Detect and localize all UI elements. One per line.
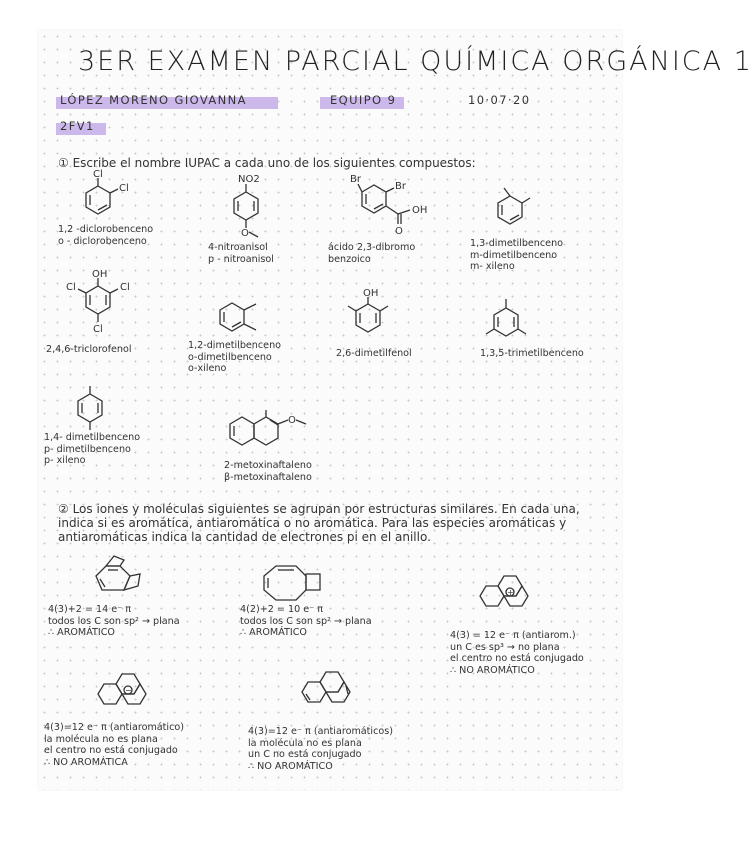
atom-label: Cl [93,169,103,180]
charge-label: + [507,588,514,597]
atom-label: O [241,228,249,239]
methoxynaphthalene-structure [222,408,352,458]
m-xylene-structure [490,188,540,238]
atom-label: OH [412,205,428,216]
exam-title: 3ER EXAMEN PARCIAL QUÍMICA ORGÁNICA 1 [78,46,753,77]
compound-name: 1,3-dimetilbenceno m-dimetilbenceno m- xileno [470,238,564,272]
answer-block: 4(3)+2 = 14 e⁻ π todos los C son sp² → plana ∴ AROMÁTICO [48,604,180,638]
question-1-prompt: ① Escribe el nombre IUPAC a cada uno de los siguientes compuestos: [58,156,476,170]
o-xylene-structure [210,300,270,340]
dichlorobenzene-structure [74,169,134,232]
compound-name: 1,4- dimetilbenceno p- dimetilbenceno p- xileno [44,432,141,466]
atom-label: Br [350,174,361,185]
group-label: 2FV1 [60,119,95,133]
atom-label: OH [363,288,379,299]
question-2-prompt: ② Los iones y moléculas siguientes se agrupan por estructuras similares. En cada una, indica si es aromática, antiaromática o no aromática. Para las especies aromáticas y antiaromáticas indica la cantidad de electrones pi en el anillo. [58,502,580,544]
compound-name: 1,2-dimetilbenceno o-dimetilbenceno o-xileno [188,340,282,374]
dimethylphenol-structure [346,286,406,342]
answer-block: 4(3)=12 e⁻ π (antiaromáticos) la molécula no es plana un C no está conjugado ∴ NO AROMÁTICO [248,726,393,772]
charge-label: − [125,686,132,695]
dibromobenzoic-acid-structure [344,172,444,242]
polycyclic-aromatic-structure [84,552,154,602]
exam-date: 10·07·20 [468,93,531,107]
trichlorophenol-structure [58,270,148,340]
compound-name: ácido 2,3-dibromo benzoico [328,242,416,265]
phenalenyl-cation-structure [478,570,548,630]
answer-block: 4(3) = 12 e⁻ π (antiarom.) un C es sp³ → no plana el centro no está conjugado ∴ NO AROMÁTICO [450,630,584,676]
atom-label: Cl [119,183,129,194]
atom-label: NO2 [238,174,260,185]
atom-label: O [288,415,296,426]
phenalene-structure [300,664,370,728]
answer-block: 4(2)+2 = 10 e⁻ π todos los C son sp² → plana ∴ AROMÁTICO [240,604,372,638]
atom-label: Cl [66,282,76,293]
compound-name: 2,6-dimetilfenol [336,348,412,359]
atom-label: Cl [93,324,103,335]
team-label: EQUIPO 9 [330,93,397,107]
compound-name: 1,2 -diclorobenceno o - diclorobenceno [58,224,154,247]
bicyclic-ring-structure [254,560,334,608]
atom-label: Br [395,181,406,192]
atom-label: OH [92,269,108,280]
nitroanisole-structure [222,170,282,250]
atom-label: O [395,226,403,237]
compound-name: 2-metoxinaftaleno β-metoxinaftaleno [224,460,312,483]
student-name: LÓPEZ MORENO GIOVANNA [60,93,247,107]
mesitylene-structure [488,296,548,346]
compound-name: 4-nitroanisol p - nitroanisol [208,242,274,265]
phenalenyl-anion-structure [96,668,166,728]
compound-name: 1,3,5-trimetilbenceno [480,348,584,359]
answer-block: 4(3)=12 e⁻ π (antiaromático) la molécula no es plana el centro no está conjugado ∴ NO AROMÁTICA [44,722,184,768]
compound-name: 2,4,6-triclorofenol [46,344,132,355]
atom-label: Cl [120,282,130,293]
